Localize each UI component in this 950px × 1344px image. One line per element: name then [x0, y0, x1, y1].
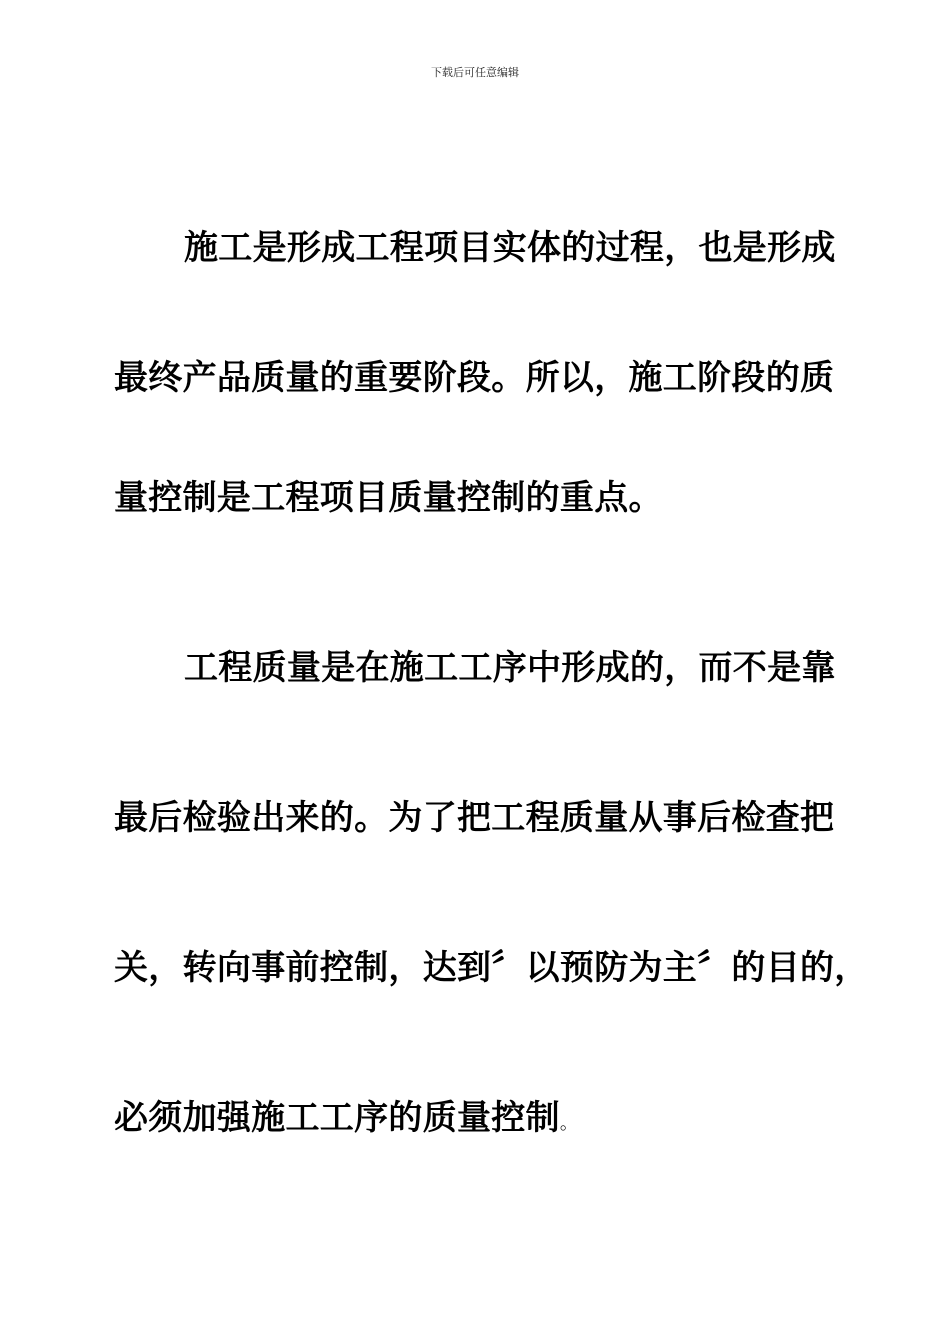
- paragraph-2-line-2: 最后检验出来的。为了把工程质量从事后检查把: [114, 798, 835, 838]
- paragraph-1-line-3: 量控制是工程项目质量控制的重点。: [114, 478, 663, 518]
- paragraph-1-line-1: 施工是形成工程项目实体的过程，也是形成: [184, 228, 836, 268]
- paragraph-2-line-4-text: 必须加强施工工序的质量控制: [114, 1098, 560, 1138]
- paragraph-2-end-mark: 。: [559, 1113, 579, 1134]
- page-header: 下载后可任意编辑: [431, 66, 519, 79]
- paragraph-1-line-2: 最终产品质量的重要阶段。所以，施工阶段的质: [114, 358, 835, 398]
- paragraph-2-line-4: [114, 1098, 894, 1144]
- paragraph-2-line-3: 关，转向事前控制，达到〞以预防为主〞的目的，: [114, 948, 869, 988]
- paragraph-2-line-1: 工程质量是在施工工序中形成的，而不是靠: [184, 648, 836, 688]
